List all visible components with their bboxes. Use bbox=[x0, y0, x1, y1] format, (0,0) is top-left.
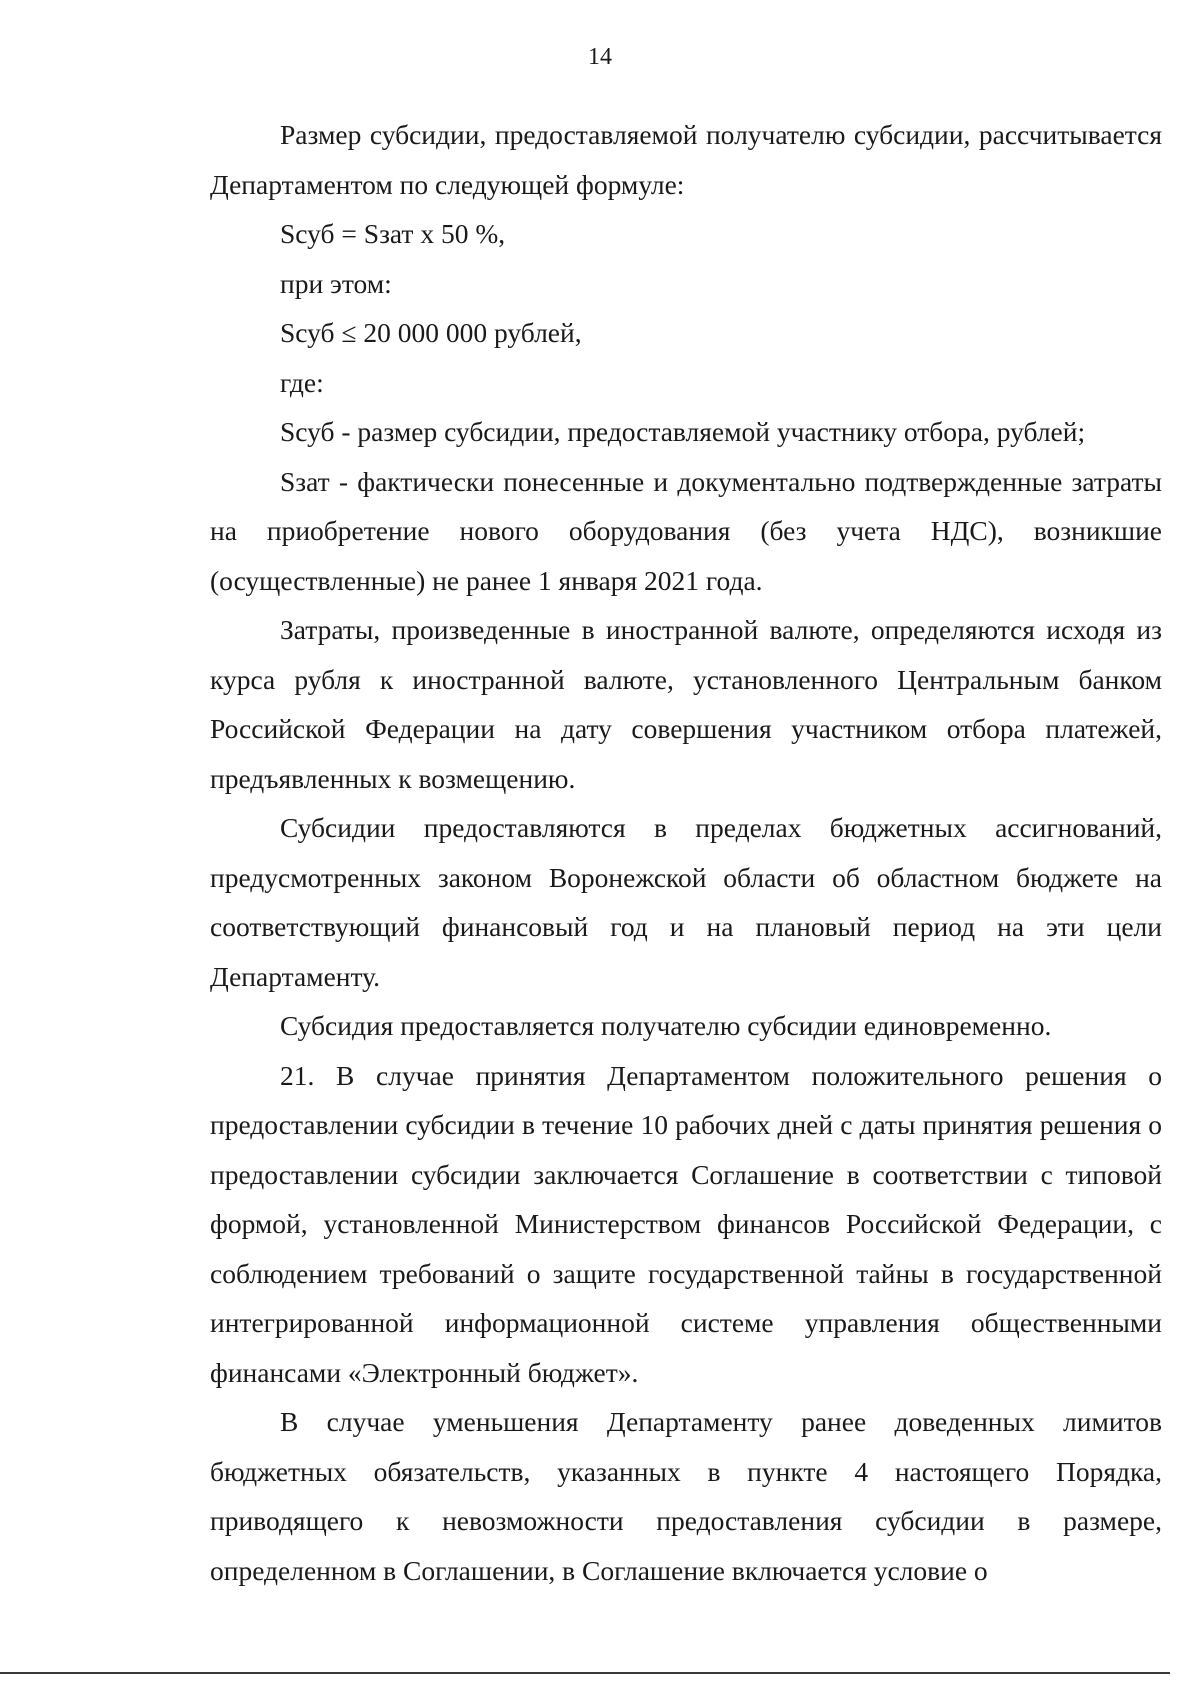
definition-ssub: Sсуб - размер субсидии, предоставляемой участнику отбора, рублей; bbox=[280, 416, 1086, 447]
formula-subsidy: Sсуб = Sзат х 50 %, bbox=[280, 218, 506, 249]
definition-szat: Sзат - фактически понесенные и документально подтвержденные затраты на приобретение нового оборудования (без учета НДС), возникшие (осуществленные) не ранее 1 января 2021 года. bbox=[210, 465, 1162, 596]
paragraph-subsidy-size: Размер субсидии, предоставляемой получателю субсидии, рассчитывается Департаментом по следующей формуле: bbox=[210, 119, 1162, 200]
paragraph-budget-limits: Субсидии предоставляются в пределах бюджетных ассигнований, предусмотренных законом Воронежской области об областном бюджете на соответствующий финансовый год и на плановый период на эти цели Департаменту. bbox=[210, 812, 1162, 992]
bottom-divider bbox=[0, 1672, 1170, 1674]
formula-limit: Sсуб ≤ 20 000 000 рублей, bbox=[280, 317, 582, 348]
paragraph-item-21: 21. В случае принятия Департаментом положительного решения о предоставлении субсидии в течение 10 рабочих дней с даты принятия решения о предоставлении субсидии заключается Соглашение в соответствии с типовой формой, установленной Министерством финансов Российской Федерации, с соблюдением требований о защите государственной тайны в государственной интегрированной информационной системе управления общественными финансами «Электронный бюджет». bbox=[210, 1059, 1162, 1388]
formula-condition-label: при этом: bbox=[280, 267, 392, 299]
paragraph-one-time: Субсидия предоставляется получателю субсидии единовременно. bbox=[280, 1010, 1052, 1041]
document-body bbox=[210, 110, 1162, 1595]
paragraph-limit-reduction: В случае уменьшения Департаменту ранее доведенных лимитов бюджетных обязательств, указанных в пункте 4 настоящего Порядка, приводящего к невозможности предоставления субсидии в размере, определенном в Соглашении, в Соглашение включается условие о bbox=[210, 1406, 1162, 1586]
page-number: 14 bbox=[588, 44, 612, 70]
paragraph-foreign-currency: Затраты, произведенные в иностранной валюте, определяются исходя из курса рубля к иностранной валюте, установленного Центральным банком Российской Федерации на дату совершения участником отбора платежей, предъявленных к возмещению. bbox=[210, 614, 1162, 794]
formula-where-label: где: bbox=[280, 366, 324, 398]
